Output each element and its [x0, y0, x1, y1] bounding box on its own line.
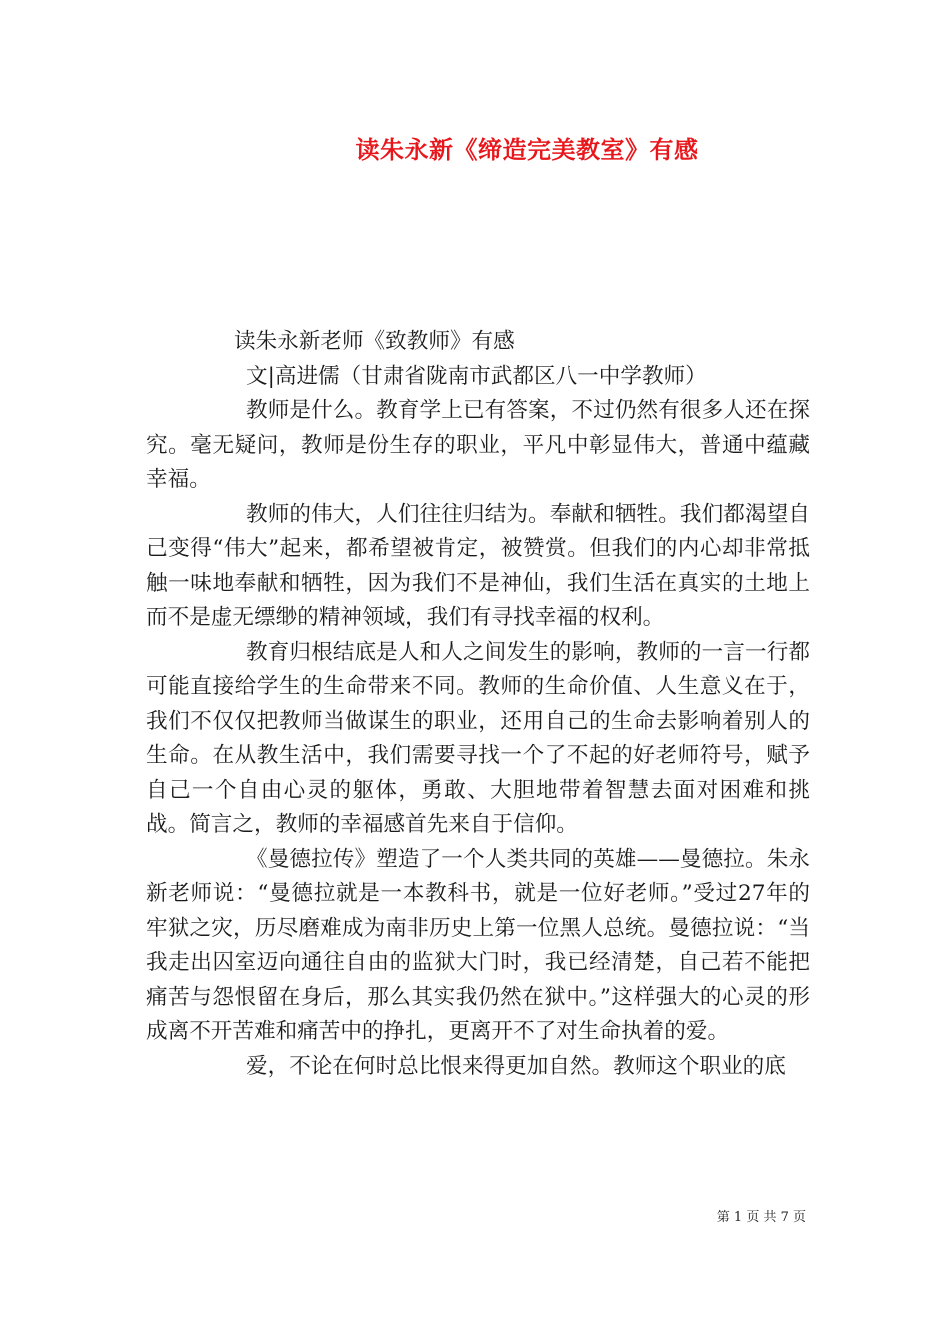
paragraph: 《曼德拉传》塑造了一个人类共同的英雄——曼德拉。朱永新老师说：“曼德拉就是一本教科书，就是一位好老师。”受过27年的牢狱之灾，历尽磨难成为南非历史上第一位黑人总统。曼德拉说：“当我走出囚室迈向通往自由的监狱大门时，我已经清楚，自己若不能把痛苦与怨恨留在身后，那么其实我仍然在狱中。”这样强大的心灵的形成离不开苦难和痛苦中的挣扎，更离开不了对生命执着的爱。: [146, 846, 810, 1044]
paragraph: 教育归根结底是人和人之间发生的影响，教师的一言一行都可能直接给学生的生命带来不同。教师的生命价值、人生意义在于，我们不仅仅把教师当做谋生的职业，还用自己的生命去影响着别人的生命。在从教生活中，我们需要寻找一个了不起的好老师符号，赋予自己一个自由心灵的躯体，勇敢、大胆地带着智慧去面对困难和挑战。简言之，教师的幸福感首先来自于信仰。: [146, 639, 810, 837]
page-title: 读朱永新《缔造完美教室》有感: [355, 135, 699, 164]
paragraph: 教师是什么。教育学上已有答案，不过仍然有很多人还在探究。毫无疑问，教师是份生存的职业，平凡中彰显伟大，普通中蕴藏幸福。: [146, 398, 810, 492]
document-body: [146, 325, 810, 1084]
paragraph: 教师的伟大，人们往往归结为。奉献和牺牲。我们都渴望自己变得“伟大”起来，都希望被肯定，被赞赏。但我们的内心却非常抵触一味地奉献和牺牲，因为我们不是神仙，我们生活在真实的土地上而不是虚无缥缈的精神领域，我们有寻找幸福的权利。: [146, 501, 810, 630]
article-byline: 文|高进儒（甘肃省陇南市武都区八一中学教师）: [246, 363, 707, 389]
paragraph: 爱，不论在何时总比恨来得更加自然。教师这个职业的底: [246, 1053, 786, 1079]
article-subtitle: 读朱永新老师《致教师》有感: [234, 329, 515, 354]
page-number: 第 1 页 共 7 页: [716, 1210, 806, 1225]
